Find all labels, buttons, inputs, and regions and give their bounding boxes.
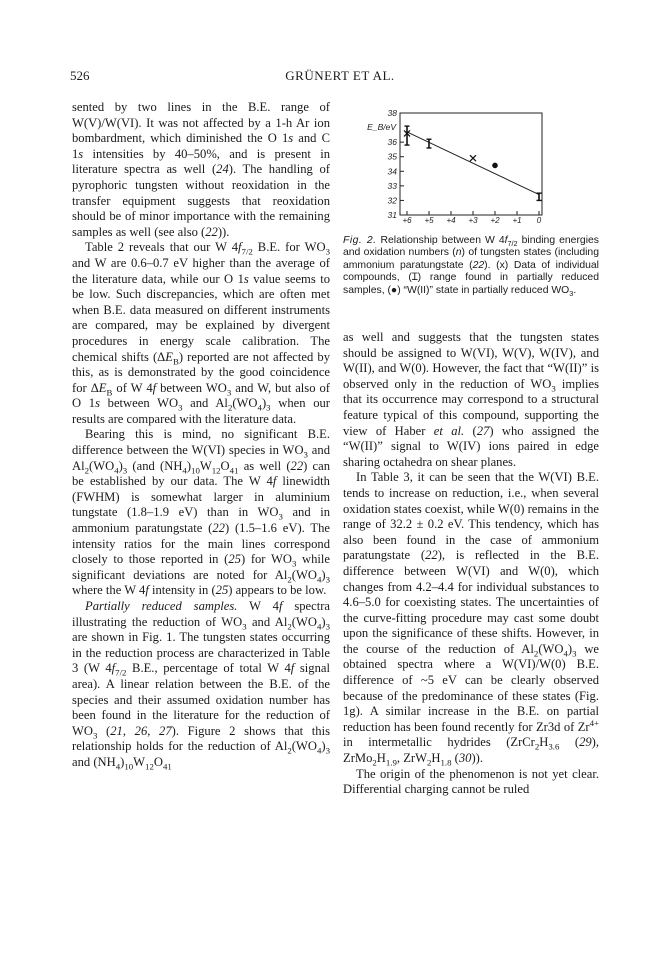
y-tick-label: 33 [387, 180, 397, 191]
y-axis-label: E_B/eV [367, 122, 396, 132]
x-tick-label: +6 [402, 216, 412, 225]
x-tick-label: +5 [424, 216, 434, 225]
left-paragraph-1: sented by two lines in the B.E. range of W(V)/W(VI). It was not affected by a 1-h Ar ion bombardment, which diminished the O 1s and C 1s intensities by 40–50%, and is present in literature spectra as well (24). The handling of pyrophoric tungsten without reoxidation in the transfer equipment suggests that reoxidation should be of minor importance with the remaining samples as well (see also (22)). [72, 100, 331, 239]
right-paragraph-1: as well and suggests that the tungsten states should be assigned to W(VI), W(V), W(IV), and W(II), and W(0). However, the fact that “W(II)” is observed only in the reduction of $WO_3$ implies that its occurrence may correspond to a structural feature typical of this compound, supporting the view of Haber et al. (27) who assigned the “W(II)” signal to W(IV) ions paired in edge sharing octahedra on shear planes. [343, 330, 599, 469]
y-tick-label: 32 [387, 195, 397, 206]
right-column [343, 330, 599, 798]
x-tick-label: +1 [512, 216, 522, 225]
right-paragraph-3: The origin of the phenomenon is not yet clear. Differential charging cannot be ruled [343, 766, 599, 797]
y-tick-label: 36 [387, 137, 397, 148]
figure-caption [343, 235, 599, 297]
left-paragraph-3: Bearing this is mind, no significant B.E. difference between the W(VI) species in $WO_3$ and $Al_2(WO_4)_3$ (and $(NH_4)_{10}W_{12}O_{41}$ as well (22) can be established by our data. The W 4f linewidth (FWHM) is somewhat larger in aluminium tungstate (1.8–1.9 eV) than in $WO_3$ and in ammonium paratungstate (22) (1.5–1.6 eV). The intensity ratios for the main lines correspond closely to those reported in (25) for $WO_3$ while significant deviations are noted for $Al_2(WO_4)_3$ where the W 4f intensity in (25) appears to be low. [72, 427, 331, 598]
y-tick-label: 34 [387, 166, 397, 177]
y-tick-label: 38 [387, 108, 397, 118]
left-paragraph-4: Partially reduced samples. W 4f spectra illustrating the reduction of $WO_3$ and $Al_2(WO_4)_3$ are shown in Fig. 1. The tungsten states occurring in the reduction process are characterized in Table 3 (W $4f_{7/2}$ B.E., percentage of total W 4f signal area). A linear relation between the B.E. of the species and their assumed oxidation number has been found in the literature for the reduction of $WO_3$ (21, 26, 27). Figure 2 shows that this relationship holds for the reduction of $Al_2(WO_4)_3$ and $(NH_4)_{10}W_{12}O_{41}$ [72, 599, 331, 772]
figure-caption-label: Fig. 2. [343, 235, 377, 246]
x-tick-label: 0 [536, 216, 542, 225]
plot-frame [400, 113, 542, 215]
figure-caption-body: Relationship between W $4f_{7/2}$ binding energies and oxidation numbers (n) of tungsten states (including ammonium paratungstate (22). (x) Data of individual compounds, (Ɪ) range found in partially reduced samples, (●) “W(II)” state in partially reduced $WO_3$. [343, 235, 599, 298]
y-tick-label: 31 [387, 210, 397, 220]
x-tick-label: +4 [446, 216, 456, 225]
page-number: 526 [70, 68, 90, 83]
page-header [70, 68, 610, 84]
data-point-dot [492, 163, 498, 169]
right-paragraph-2: In Table 3, it can be seen that the W(VI) B.E. tends to increase on reduction, i.e., when several oxidation states coexist, while W(0) remains in the range of 32.2 ± 0.2 eV. This tendency, which has also been found in the case of ammonium paratungstate (22), is reflected in the B.E. difference between W(VI) and W(0), which changes from 4.2–4.4 for individual substances to 4.6–5.0 for coexisting states. The uncertainties of the curve-fitting procedure may cast some doubt upon the significance of these shifts. However, in the course of the reduction of $Al_2(WO_4)_3$ we obtained spectra where a W(VI)/W(0) B.E. difference of ~5 eV can be clearly observed because of the predominance of these states (Fig. 1g). A similar increase in the B.E. on partial reduction has been found recently for Zr3d of $Zr^{4+}$ in intermetallic hydrides ($ZrCr_2H_{3.6}$ (29), $ZrMo_2H_{1.9}$, $ZrW_2H_{1.8}$ (30)). [343, 470, 600, 768]
fit-line [407, 132, 539, 195]
figure-2 [343, 103, 599, 323]
y-tick-label: 35 [387, 151, 397, 162]
left-paragraph-2: Table 2 reveals that our W $4f_{7/2}$ B.E. for $WO_3$ and W are 0.6–0.7 eV higher than the average of the literature data, while our O 1s value seems to be low. Such discrepancies, which are often met when B.E. data measured on different instruments are compared, may be explained by divergent procedures in energy scale calibration. The chemical shifts $(\Delta E_B)$ reported are not affected by this, as is demonstrated by the good coincidence for $\Delta E_B$ of W 4f between $WO_3$ and W, but also of O 1s between $WO_3$ and $Al_2(WO_4)_3$ when our results are compared with the literature data. [72, 240, 330, 426]
x-tick-label: +3 [468, 216, 478, 225]
left-column [72, 100, 330, 771]
figure-2-chart [343, 103, 599, 233]
x-tick-label: +2 [490, 216, 500, 225]
running-head: GRÜNERT ET AL. [285, 68, 395, 83]
